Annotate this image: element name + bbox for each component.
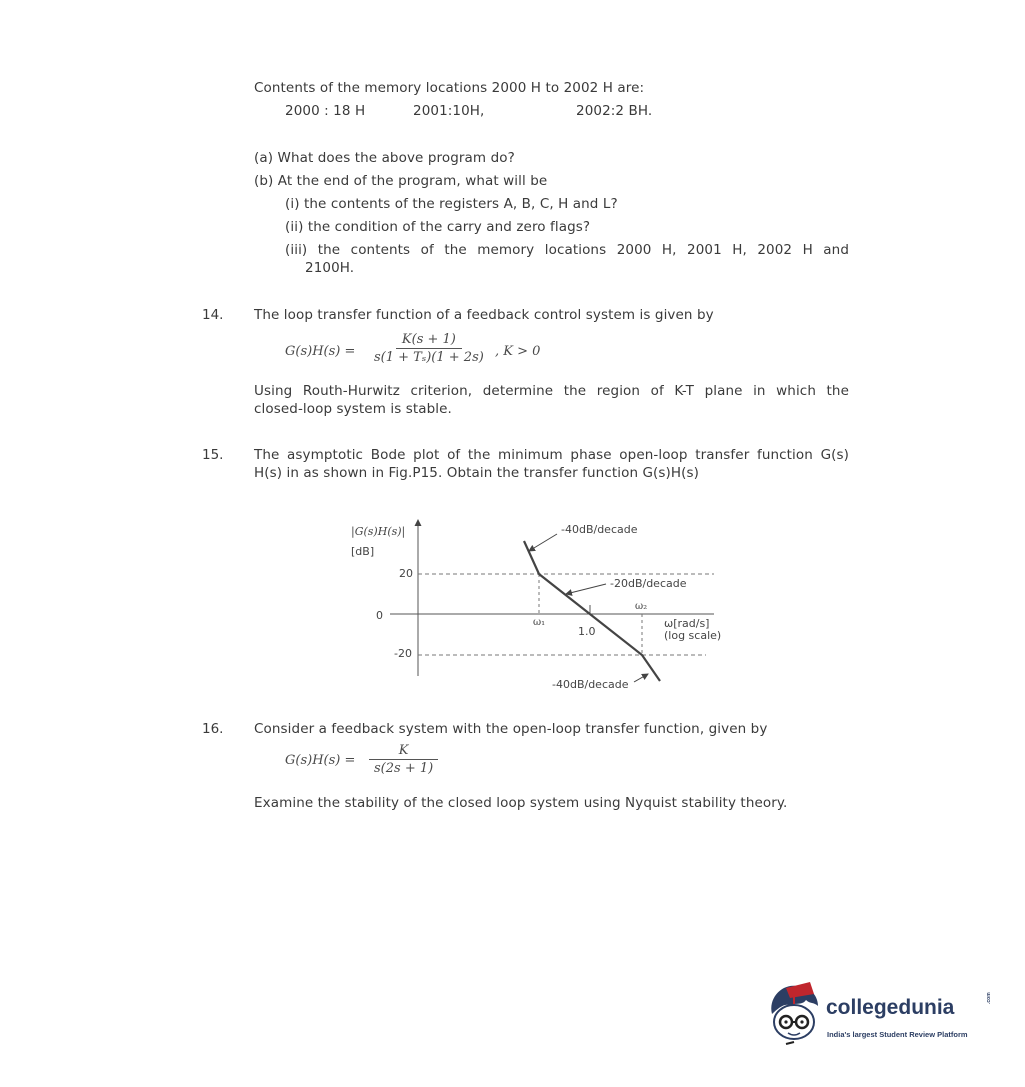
slope-bottom-arrow	[634, 674, 648, 682]
question-13a: (a) What does the above program do?	[254, 150, 515, 166]
bode-ylabel-unit: [dB]	[351, 545, 375, 558]
question-15-statement-cont: H(s) in as shown in Fig.P15. Obtain the transfer function G(s)H(s)	[254, 465, 700, 481]
logo-suffix: .com	[986, 992, 992, 1004]
question-13b-i: (i) the contents of the registers A, B, C, H and L?	[285, 196, 618, 212]
memory-value-2000: 2000 : 18 H	[285, 103, 366, 119]
question-14-task: Using Routh-Hurwitz criterion, determine the region of K-T plane in which the	[254, 383, 849, 399]
bode-xlabel-scale: (log scale)	[664, 629, 722, 642]
slope-top-arrow	[529, 534, 557, 551]
question-15-number: 15.	[202, 447, 224, 463]
q16-equation-numerator: K	[369, 743, 439, 760]
memory-value-2002: 2002:2 BH.	[576, 103, 653, 119]
question-16-statement: Consider a feedback system with the open-loop transfer function, given by	[254, 721, 768, 737]
bode-ylabel-magnitude: |G(s)H(s)|	[351, 525, 406, 538]
bode-tick-neg20: -20	[394, 647, 412, 660]
bode-slope-top-label: -40dB/decade	[561, 523, 638, 536]
q16-equation-fraction	[368, 743, 439, 776]
question-16-task: Examine the stability of the closed loop system using Nyquist stability theory.	[254, 795, 788, 811]
question-15-statement: The asymptotic Bode plot of the minimum phase open-loop transfer function G(s)	[254, 447, 849, 463]
bode-omega1-label: ω₁	[533, 617, 546, 628]
question-13b: (b) At the end of the program, what will be	[254, 173, 548, 189]
bode-xlabel-omega: ω[rad/s]	[664, 617, 710, 630]
bode-tick-0: 0	[376, 609, 383, 622]
question-14-statement: The loop transfer function of a feedback control system is given by	[254, 307, 714, 323]
question-16-number: 16.	[202, 721, 224, 737]
bode-slope-bottom-label: -40dB/decade	[552, 678, 629, 691]
memory-value-2001: 2001:10H,	[413, 103, 485, 119]
question-14-number: 14.	[202, 307, 224, 323]
bode-tick-20: 20	[399, 567, 413, 580]
question-14-task-cont: closed-loop system is stable.	[254, 401, 452, 417]
q14-equation-denominator: s(1 + Tₛ)(1 + 2s)	[374, 350, 484, 365]
q14-equation-numerator: K(s + 1)	[396, 332, 462, 349]
slope-mid-arrow	[566, 584, 606, 594]
bode-slope-mid-label: -20dB/decade	[610, 577, 687, 590]
question-13b-iii-cont: 2100H.	[305, 260, 355, 276]
logo-tagline: India's largest Student Review Platform	[827, 1030, 968, 1039]
q14-equation-lhs: G(s)H(s) =	[285, 344, 356, 359]
logo-wordmark: collegedunia	[826, 996, 955, 1019]
question-13b-ii: (ii) the condition of the carry and zero flags?	[285, 219, 591, 235]
memory-intro: Contents of the memory locations 2000 H to 2002 H are:	[254, 80, 645, 96]
q16-equation-denominator: s(2s + 1)	[374, 761, 434, 776]
q14-equation-condition: , K > 0	[495, 344, 541, 359]
question-13b-iii: (iii) the contents of the memory locations 2000 H, 2001 H, 2002 H and	[285, 242, 849, 258]
bode-x-one-label: 1.0	[578, 625, 596, 638]
collegedunia-mascot-icon	[764, 978, 828, 1050]
q16-equation-lhs: G(s)H(s) =	[285, 753, 356, 768]
bode-omega2-label: ω₂	[635, 601, 648, 612]
